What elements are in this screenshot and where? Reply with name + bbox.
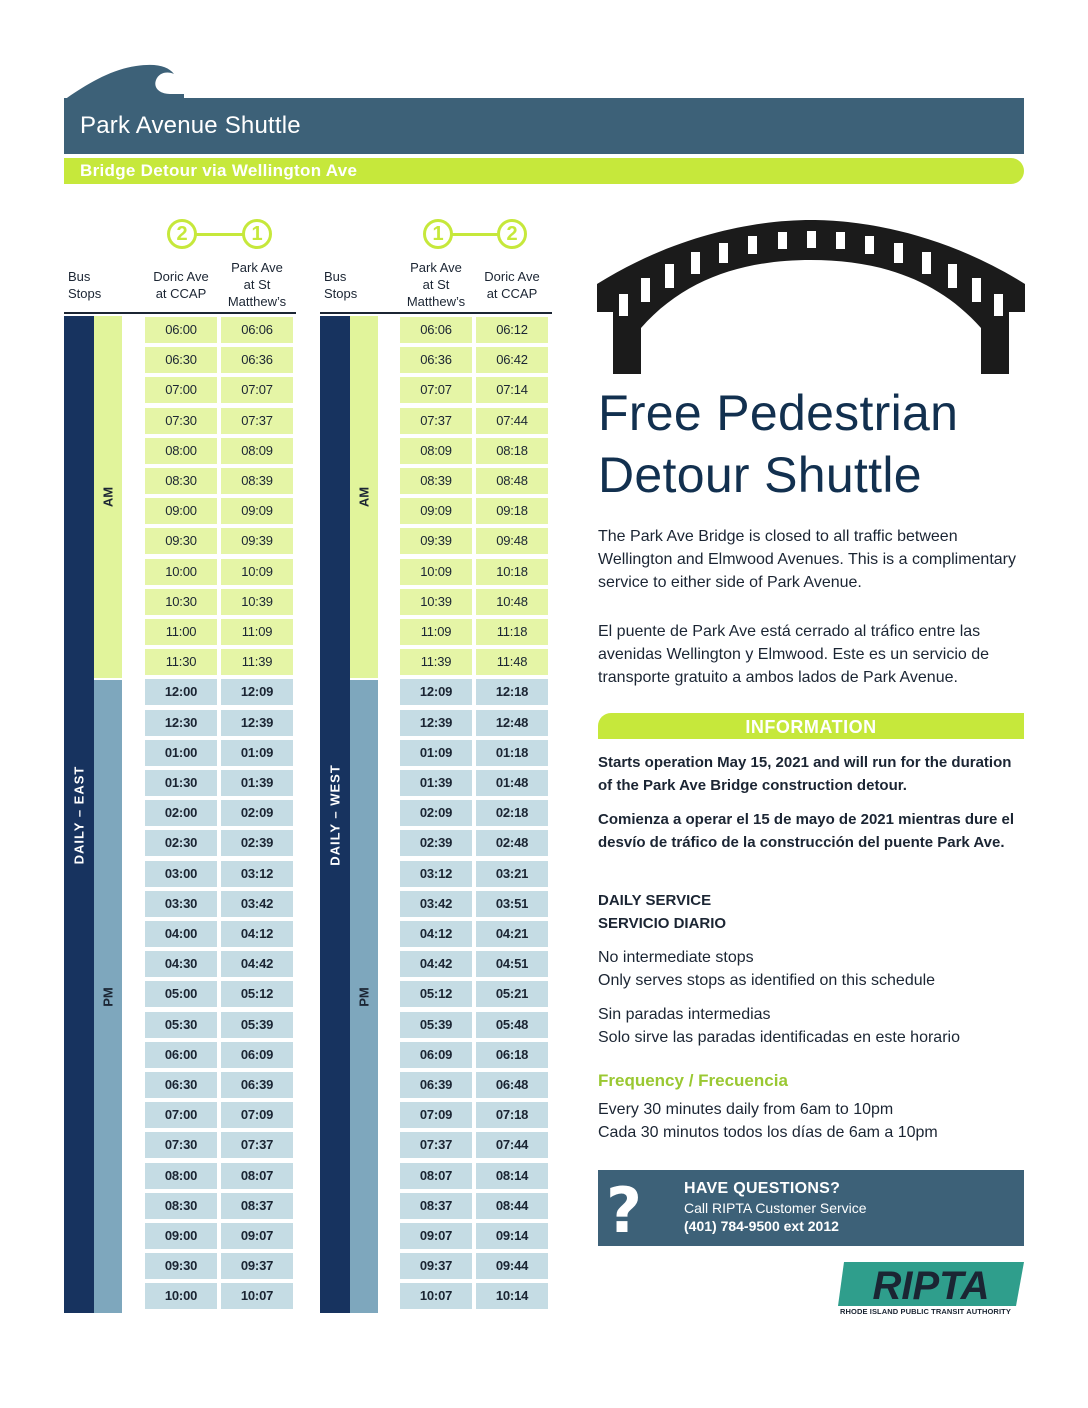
west-col2-header: Doric Ave at CCAP: [484, 269, 540, 301]
questions-box: [598, 1170, 1024, 1246]
time-cell: 07:30: [145, 1132, 217, 1158]
time-cell: 10:09: [400, 559, 472, 585]
time-cell: 02:39: [400, 830, 472, 856]
time-cell: 03:00: [145, 861, 217, 887]
time-cell: 09:37: [221, 1253, 293, 1279]
time-cell: 08:39: [221, 468, 293, 494]
time-cell: 08:09: [400, 438, 472, 464]
time-cell: 09:30: [145, 1253, 217, 1279]
time-cell: 07:44: [476, 408, 548, 434]
time-cell: 03:12: [221, 861, 293, 887]
customer-service-text: Call RIPTA Customer Service: [684, 1200, 867, 1216]
time-cell: 02:30: [145, 830, 217, 856]
intro-english: The Park Ave Bridge is closed to all traffic between Wellington and Elmwood Avenues. This is a complimentary service to either side of Park Avenue.: [598, 528, 1016, 591]
time-cell: 03:42: [221, 891, 293, 917]
time-cell: 02:48: [476, 830, 548, 856]
time-cell: 02:39: [221, 830, 293, 856]
frequency-title: Frequency / Frecuencia: [598, 1071, 788, 1090]
time-cell: 09:07: [221, 1223, 293, 1249]
east-col1-header: Doric Ave at CCAP: [153, 269, 209, 301]
time-cell: 12:30: [145, 710, 217, 736]
stop-connector-east: [196, 233, 244, 236]
time-cell: 11:30: [145, 649, 217, 675]
bridge-icon: [597, 216, 1025, 374]
time-cell: 04:12: [221, 921, 293, 947]
time-cell: 07:18: [476, 1102, 548, 1128]
stop-number-badge: 2: [167, 219, 197, 249]
time-cell: 08:07: [400, 1163, 472, 1189]
stop-connector-west: [452, 233, 500, 236]
time-cell: 07:07: [400, 377, 472, 403]
time-cell: 07:07: [221, 377, 293, 403]
time-cell: 07:37: [221, 1132, 293, 1158]
stop-number-badge: 1: [423, 219, 453, 249]
page-title: Park Avenue Shuttle: [80, 112, 301, 139]
time-cell: 10:48: [476, 589, 548, 615]
information-title: INFORMATION: [745, 717, 877, 737]
time-cell: 03:30: [145, 891, 217, 917]
time-cell: 06:30: [145, 1072, 217, 1098]
time-cell: 12:39: [400, 710, 472, 736]
time-cell: 09:07: [400, 1223, 472, 1249]
time-cell: 09:39: [221, 528, 293, 554]
time-cell: 04:30: [145, 951, 217, 977]
time-cell: 08:30: [145, 468, 217, 494]
time-cell: 01:09: [400, 740, 472, 766]
time-cell: 09:14: [476, 1223, 548, 1249]
time-cell: 09:00: [145, 1223, 217, 1249]
time-cell: 08:37: [400, 1193, 472, 1219]
west-col1-header: Park Ave at St Matthew’s: [406, 260, 466, 309]
time-cell: 01:30: [145, 770, 217, 796]
subtitle-bar: [64, 158, 1024, 184]
time-cell: 09:39: [400, 528, 472, 554]
time-cell: 02:09: [400, 800, 472, 826]
time-cell: 01:09: [221, 740, 293, 766]
pm-band-east: PM: [94, 680, 122, 1313]
time-cell: 06:00: [145, 317, 217, 343]
time-cell: 06:36: [221, 347, 293, 373]
time-cell: 04:42: [221, 951, 293, 977]
stops-spanish: Sin paradas intermedias Solo sirve las paradas identificadas en este horario: [598, 1006, 960, 1046]
time-cell: 09:37: [400, 1253, 472, 1279]
header-divider: [320, 312, 552, 314]
time-cell: 09:09: [221, 498, 293, 524]
time-cell: 06:18: [476, 1042, 548, 1068]
time-cell: 08:44: [476, 1193, 548, 1219]
time-cell: 10:00: [145, 559, 217, 585]
time-cell: 11:09: [400, 619, 472, 645]
direction-bar-west: DAILY – WEST: [320, 316, 350, 1313]
time-cell: 06:06: [221, 317, 293, 343]
time-cell: 01:48: [476, 770, 548, 796]
time-cell: 07:37: [221, 408, 293, 434]
page-subtitle: Bridge Detour via Wellington Ave: [80, 161, 358, 180]
time-cell: 02:18: [476, 800, 548, 826]
time-cell: 05:48: [476, 1012, 548, 1038]
questions-title: HAVE QUESTIONS?: [684, 1180, 841, 1197]
time-cell: 10:00: [145, 1283, 217, 1309]
time-cell: 01:18: [476, 740, 548, 766]
time-cell: 07:00: [145, 377, 217, 403]
phone-number[interactable]: (401) 784-9500 ext 2012: [684, 1218, 839, 1234]
time-cell: 08:48: [476, 468, 548, 494]
time-cell: 03:12: [400, 861, 472, 887]
time-cell: 10:07: [221, 1283, 293, 1309]
time-cell: 12:00: [145, 679, 217, 705]
time-cell: 10:39: [221, 589, 293, 615]
time-cell: 06:06: [400, 317, 472, 343]
ripta-logo: [838, 1262, 1024, 1306]
time-cell: 08:09: [221, 438, 293, 464]
time-cell: 10:18: [476, 559, 548, 585]
time-cell: 08:14: [476, 1163, 548, 1189]
time-cell: 07:37: [400, 1132, 472, 1158]
am-band-east: AM: [94, 316, 122, 678]
time-cell: 07:09: [400, 1102, 472, 1128]
time-cell: 11:00: [145, 619, 217, 645]
time-cell: 05:12: [221, 981, 293, 1007]
time-cell: 10:07: [400, 1283, 472, 1309]
time-cell: 07:09: [221, 1102, 293, 1128]
time-cell: 09:00: [145, 498, 217, 524]
time-cell: 08:30: [145, 1193, 217, 1219]
time-cell: 06:12: [476, 317, 548, 343]
time-cell: 12:09: [400, 679, 472, 705]
time-cell: 04:00: [145, 921, 217, 947]
bus-stops-header: Bus Stops: [324, 269, 358, 301]
time-cell: 01:00: [145, 740, 217, 766]
time-cell: 07:00: [145, 1102, 217, 1128]
time-cell: 04:42: [400, 951, 472, 977]
time-cell: 08:37: [221, 1193, 293, 1219]
time-cell: 05:39: [400, 1012, 472, 1038]
east-col2-header: Park Ave at St Matthew’s: [227, 260, 287, 309]
time-cell: 09:09: [400, 498, 472, 524]
time-cell: 06:30: [145, 347, 217, 373]
time-cell: 09:48: [476, 528, 548, 554]
time-cell: 06:48: [476, 1072, 548, 1098]
time-cell: 09:30: [145, 528, 217, 554]
time-cell: 06:00: [145, 1042, 217, 1068]
time-cell: 01:39: [221, 770, 293, 796]
time-cell: 06:39: [400, 1072, 472, 1098]
time-cell: 03:51: [476, 891, 548, 917]
time-cell: 06:09: [221, 1042, 293, 1068]
time-cell: 05:21: [476, 981, 548, 1007]
time-cell: 10:09: [221, 559, 293, 585]
frequency-text: Every 30 minutes daily from 6am to 10pm Cada 30 minutos todos los días de 6am a 10pm: [598, 1101, 938, 1141]
time-cell: 08:00: [145, 1163, 217, 1189]
time-cell: 12:18: [476, 679, 548, 705]
time-cell: 08:00: [145, 438, 217, 464]
time-cell: 06:42: [476, 347, 548, 373]
intro-spanish: El puente de Park Ave está cerrado al tráfico entre las avenidas Wellington y Elmwood. Este es un servicio de transporte gratuito a ambos lados de Park Avenue.: [598, 623, 990, 686]
wave-graphic: [64, 56, 184, 100]
time-cell: 05:00: [145, 981, 217, 1007]
time-cell: 10:39: [400, 589, 472, 615]
time-cell: 12:48: [476, 710, 548, 736]
time-cell: 08:18: [476, 438, 548, 464]
time-cell: 11:09: [221, 619, 293, 645]
time-cell: 06:36: [400, 347, 472, 373]
time-cell: 11:18: [476, 619, 548, 645]
time-cell: 06:39: [221, 1072, 293, 1098]
time-cell: 04:12: [400, 921, 472, 947]
time-cell: 07:30: [145, 408, 217, 434]
question-mark-icon: ?: [606, 1174, 642, 1247]
time-cell: 11:39: [400, 649, 472, 675]
time-cell: 04:51: [476, 951, 548, 977]
logo-subtitle: RHODE ISLAND PUBLIC TRANSIT AUTHORITY: [840, 1307, 1011, 1316]
time-cell: 07:14: [476, 377, 548, 403]
time-cell: 05:30: [145, 1012, 217, 1038]
time-cell: 01:39: [400, 770, 472, 796]
time-cell: 06:09: [400, 1042, 472, 1068]
time-cell: 12:39: [221, 710, 293, 736]
time-cell: 08:39: [400, 468, 472, 494]
time-cell: 07:44: [476, 1132, 548, 1158]
start-spanish: Comienza a operar el 15 de mayo de 2021 mientras dure el desvío de tráfico de la construcción del puente Park Ave.: [598, 811, 1015, 851]
start-english: Starts operation May 15, 2021 and will run for the duration of the Park Ave Bridge construction detour.: [598, 754, 1012, 794]
stop-number-badge: 2: [497, 219, 527, 249]
time-cell: 10:30: [145, 589, 217, 615]
information-bar: [598, 713, 1024, 739]
time-cell: 03:42: [400, 891, 472, 917]
time-cell: 05:12: [400, 981, 472, 1007]
time-cell: 08:07: [221, 1163, 293, 1189]
header-divider: [64, 312, 296, 314]
time-cell: 11:39: [221, 649, 293, 675]
title-bar: [64, 98, 1024, 154]
time-cell: 03:21: [476, 861, 548, 887]
time-cell: 07:37: [400, 408, 472, 434]
daily-service: DAILY SERVICE SERVICIO DIARIO: [598, 892, 727, 932]
am-band-west: AM: [350, 316, 378, 678]
svg-text:RIPTA: RIPTA: [872, 1264, 990, 1306]
headline: Free Pedestrian Detour Shuttle: [598, 385, 959, 503]
stop-number-badge: 1: [242, 219, 272, 249]
time-cell: 09:44: [476, 1253, 548, 1279]
time-cell: 10:14: [476, 1283, 548, 1309]
time-cell: 05:39: [221, 1012, 293, 1038]
stops-english: No intermediate stops Only serves stops as identified on this schedule: [598, 949, 936, 989]
direction-bar-east: DAILY – EAST: [64, 316, 94, 1313]
time-cell: 04:21: [476, 921, 548, 947]
bus-stops-header: Bus Stops: [68, 269, 102, 301]
time-cell: 11:48: [476, 649, 548, 675]
time-cell: 02:09: [221, 800, 293, 826]
pm-band-west: PM: [350, 680, 378, 1313]
time-cell: 09:18: [476, 498, 548, 524]
time-cell: 02:00: [145, 800, 217, 826]
time-cell: 12:09: [221, 679, 293, 705]
